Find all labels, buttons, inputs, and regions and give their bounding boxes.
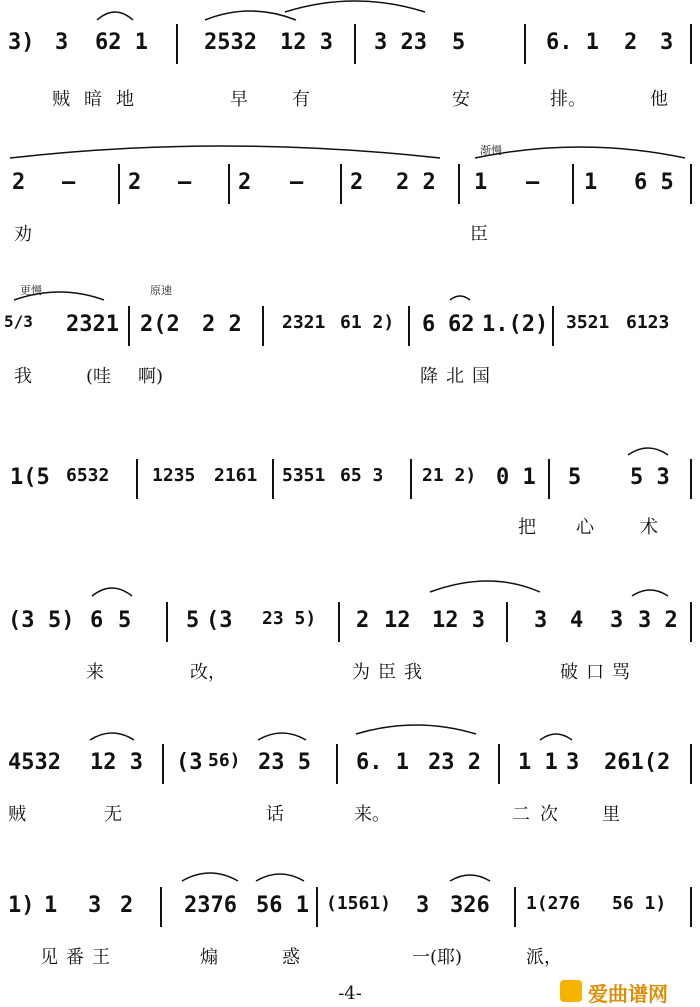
note: 5 (118, 608, 132, 633)
tempo-marking: 渐慢 (480, 144, 502, 157)
note: 3 (610, 608, 624, 633)
barline (166, 602, 168, 642)
lyric: 我 (14, 366, 32, 387)
barline (408, 306, 410, 346)
note: 2 (350, 170, 364, 195)
lyric: 破口骂 (560, 662, 638, 683)
barline (498, 744, 500, 784)
note: 2 (128, 170, 142, 195)
note: 3 (534, 608, 548, 633)
lyric: 安 (452, 89, 470, 110)
score-system-6 (0, 750, 700, 860)
lyric: (哇 (86, 366, 112, 387)
barline (690, 602, 692, 642)
lyric: 为臣我 (352, 662, 430, 683)
watermark-text: 爱曲谱网 (588, 982, 668, 1006)
lyric: 一(耶) (412, 947, 463, 968)
lyric: 来。 (354, 804, 390, 825)
note: 12 3 (280, 30, 333, 55)
barline (340, 164, 342, 204)
lyric: 降北国 (420, 366, 498, 387)
lyric: 早 (230, 89, 248, 110)
lyric: 贼 (8, 804, 26, 825)
lyric: 臣 (470, 224, 488, 245)
note: 5/3 (4, 312, 33, 331)
barline (338, 602, 340, 642)
note: 2(2 (140, 312, 180, 337)
note: 6 5 (634, 170, 674, 195)
note: 23 5 (258, 750, 311, 775)
note: 61 2) (340, 312, 395, 333)
lyrics-row (0, 85, 700, 115)
note: 1(5 (10, 465, 50, 490)
note: – (178, 170, 192, 195)
music-note-icon (560, 980, 582, 1002)
note: 0 1 (496, 465, 536, 490)
note: 261(2 (604, 750, 671, 775)
lyric: 排。 (550, 89, 586, 110)
note: 65 3 (340, 465, 384, 486)
watermark-logo (560, 978, 700, 1004)
note: 6123 (626, 312, 670, 333)
lyric: 话 (266, 804, 284, 825)
note: 23 5) (262, 608, 317, 629)
score-system-1 (0, 30, 700, 140)
barline (160, 887, 162, 927)
lyric: 贼暗地 (52, 89, 148, 110)
score-system-2 (0, 144, 700, 280)
note: 6. 1 (546, 30, 599, 55)
note: 5351 (282, 465, 326, 486)
tempo-marking: 原速 (150, 284, 172, 297)
lyric: 惑 (282, 947, 300, 968)
note: 2 2 (396, 170, 436, 195)
lyric: 煽 (200, 947, 218, 968)
note: 1 (584, 170, 598, 195)
barline (118, 164, 120, 204)
lyric: 派， (526, 947, 562, 968)
barline (128, 306, 130, 346)
note: 12 (384, 608, 411, 633)
note: (3 (176, 750, 203, 775)
note: 56 1) (612, 893, 667, 914)
note: 3) (8, 30, 35, 55)
note: – (290, 170, 304, 195)
note: 2 (238, 170, 252, 195)
lyric: 术 (640, 517, 658, 538)
page-number: -4- (338, 983, 362, 1004)
note: 326 (450, 893, 490, 918)
note: 2376 (184, 893, 237, 918)
barline (690, 887, 692, 927)
note: 1.(2) (482, 312, 549, 337)
lyric: 啊) (138, 366, 164, 387)
note: 1235 (152, 465, 196, 486)
barline (354, 24, 356, 64)
note: 6. 1 (356, 750, 409, 775)
note: 3 (660, 30, 674, 55)
note: 2321 (282, 312, 326, 333)
lyrics-row (0, 220, 700, 250)
note: 2 (624, 30, 638, 55)
barline (690, 459, 692, 499)
note: (3 (206, 608, 233, 633)
lyrics-row (0, 943, 700, 973)
barline (548, 459, 550, 499)
note: 5 (452, 30, 466, 55)
note: 2161 (214, 465, 258, 486)
barline (228, 164, 230, 204)
barline (316, 887, 318, 927)
barline (410, 459, 412, 499)
barline (552, 306, 554, 346)
notes-row (0, 312, 700, 342)
lyric: 心 (576, 517, 594, 538)
note: 1) (8, 893, 35, 918)
note: 1 (474, 170, 488, 195)
note: 1 (44, 893, 58, 918)
lyric: 来 (86, 662, 104, 683)
note: 6 (90, 608, 104, 633)
barline (136, 459, 138, 499)
barline (176, 24, 178, 64)
note: 2 (120, 893, 134, 918)
score-system-3 (0, 284, 700, 422)
score-system-5 (0, 608, 700, 718)
note: 3 (88, 893, 102, 918)
barline (524, 24, 526, 64)
notes-row (0, 893, 700, 923)
note: 3 23 (374, 30, 427, 55)
note: 3 (566, 750, 580, 775)
note: 4532 (8, 750, 61, 775)
note: 21 2) (422, 465, 477, 486)
score-system-4 (0, 465, 700, 575)
lyrics-row (0, 800, 700, 830)
note: 4 (570, 608, 584, 633)
note: 3521 (566, 312, 610, 333)
lyric: 他 (650, 89, 668, 110)
lyric: 改， (190, 662, 226, 683)
lyric: 把 (518, 517, 536, 538)
note: 56 1 (256, 893, 309, 918)
note: 6 (422, 312, 436, 337)
notes-row (0, 170, 700, 200)
note: 6532 (66, 465, 110, 486)
notes-row (0, 30, 700, 60)
tempo-marking: 更慢 (20, 284, 42, 297)
lyric: 有 (292, 89, 310, 110)
barline (506, 602, 508, 642)
barline (690, 164, 692, 204)
note: 2 2 (202, 312, 242, 337)
note: 62 1 (95, 30, 148, 55)
note: 2 (12, 170, 26, 195)
barline (272, 459, 274, 499)
notes-row (0, 465, 700, 495)
barline (690, 744, 692, 784)
lyrics-row (0, 362, 700, 392)
barline (572, 164, 574, 204)
note: 2321 (66, 312, 119, 337)
barline (514, 887, 516, 927)
note: 3 2 (638, 608, 678, 633)
lyric: 见番王 (40, 947, 118, 968)
note: 1 1 (518, 750, 558, 775)
lyric: 二次 (512, 804, 568, 825)
notes-row (0, 750, 700, 780)
lyric: 里 (602, 804, 620, 825)
barline (690, 24, 692, 64)
note: 5 3 (630, 465, 670, 490)
note: 12 3 (432, 608, 485, 633)
note: – (62, 170, 76, 195)
note: 23 2 (428, 750, 481, 775)
note: 3 (55, 30, 69, 55)
lyric: 劝 (14, 224, 32, 245)
note: 1(276 (526, 893, 581, 914)
note: 12 3 (90, 750, 143, 775)
barline (458, 164, 460, 204)
lyrics-row (0, 513, 700, 543)
lyric: 无 (104, 804, 122, 825)
note: 2 (356, 608, 370, 633)
note: (3 (8, 608, 35, 633)
note: – (526, 170, 540, 195)
note: 5) (48, 608, 75, 633)
note: 3 (416, 893, 430, 918)
note: 5 (186, 608, 200, 633)
notes-row (0, 608, 700, 638)
barline (162, 744, 164, 784)
note: 5 (568, 465, 582, 490)
barline (336, 744, 338, 784)
lyrics-row (0, 658, 700, 688)
note: 2532 (204, 30, 257, 55)
note: 62 (448, 312, 475, 337)
note: (1561) (326, 893, 392, 914)
note: 56) (208, 750, 241, 771)
barline (262, 306, 264, 346)
